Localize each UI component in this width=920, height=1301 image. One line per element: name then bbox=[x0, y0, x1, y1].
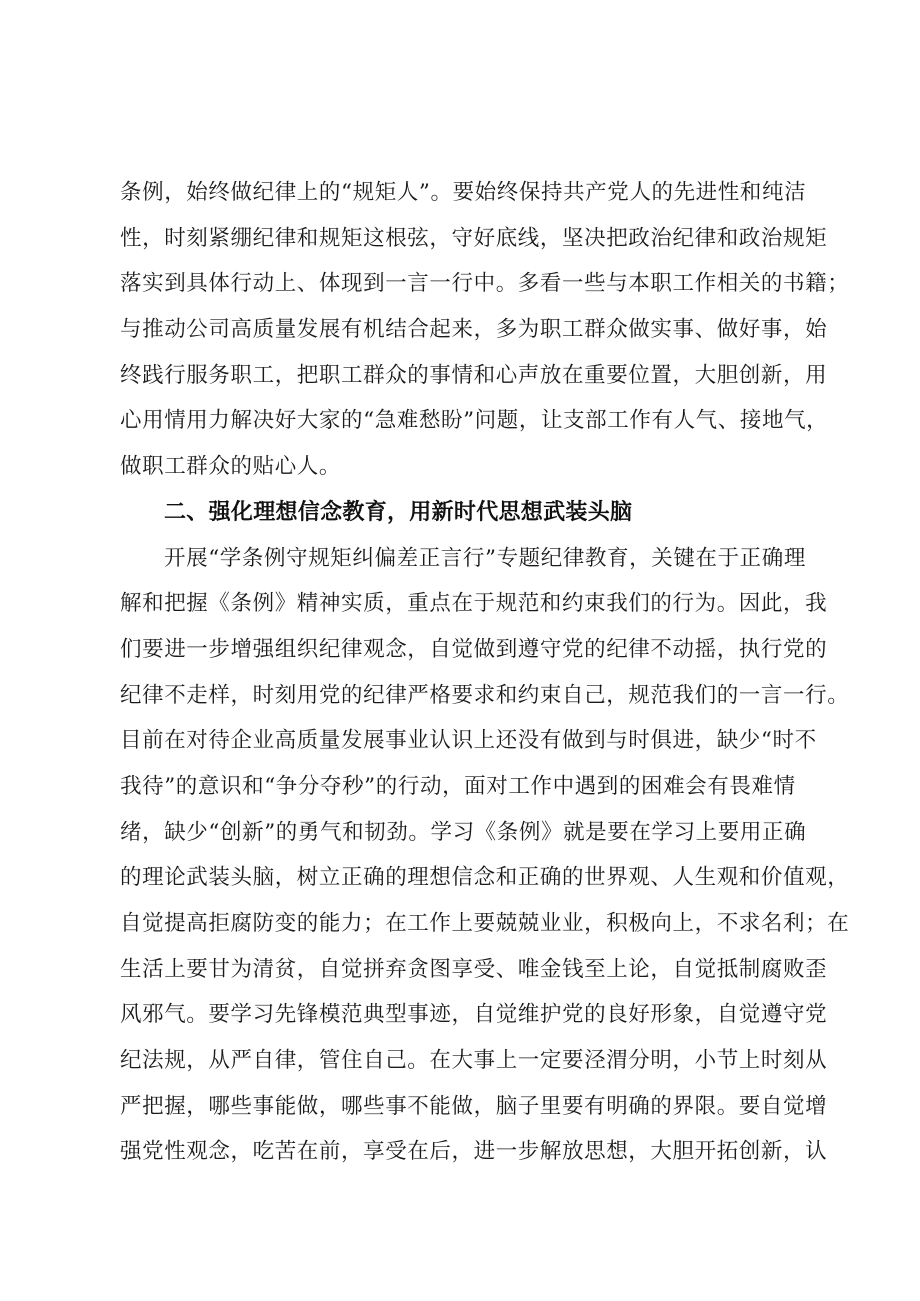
text-line: 纪律不走样，时刻用党的纪律严格要求和约束自己，规范我们的一言一行。 bbox=[120, 682, 850, 708]
text-line: 落实到具体行动上、体现到一言一行中。多看一些与本职工作相关的书籍； bbox=[120, 271, 850, 297]
text-line: 心用情用力解决好大家的“急难愁盼”问题，让支部工作有人气、接地气， bbox=[120, 408, 829, 434]
paragraph-continued bbox=[120, 170, 850, 490]
text-line: 解和把握《条例》精神实质，重点在于规范和约束我们的行为。因此，我 bbox=[120, 591, 828, 617]
text-line: 风邪气。要学习先锋模范典型事迹，自觉维护党的良好形象，自觉遵守党 bbox=[120, 1002, 828, 1028]
text-line: 做职工群众的贴心人。 bbox=[120, 454, 342, 480]
document-body bbox=[120, 170, 850, 1175]
section-heading: 二、强化理想信念教育，用新时代思想武装头脑 bbox=[164, 499, 633, 525]
text-line: 生活上要甘为清贫，自觉拼弃贪图享受、唯金钱至上论，自觉抵制腐败歪 bbox=[120, 956, 828, 982]
text-line: 纪法规，从严自律，管住自己。在大事上一定要泾渭分明，小节上时刻从 bbox=[120, 1048, 828, 1074]
text-line: 目前在对待企业高质量发展事业认识上还没有做到与时俱进，缺少“时不 bbox=[120, 728, 817, 754]
text-line: 条例，始终做纪律上的“规矩人”。要始终保持共产党人的先进性和纯洁 bbox=[120, 180, 807, 205]
text-line: 们要进一步增强组织纪律观念，自觉做到遵守党的纪律不动摇，执行党的 bbox=[120, 636, 828, 662]
paragraph-section-2 bbox=[120, 536, 850, 1176]
text-line: 终践行服务职工，把职工群众的事情和心声放在重要位置，大胆创新，用 bbox=[120, 362, 828, 388]
text-line: 强党性观念，吃苦在前，享受在后，进一步解放思想，大胆开拓创新，认 bbox=[120, 1139, 828, 1165]
text-line: 开展“学条例守规矩纠偏差正言行”专题纪律教育，关键在于正确理 bbox=[164, 545, 806, 571]
text-line: 的理论武装头脑，树立正确的理想信念和正确的世界观、人生观和价值观， bbox=[120, 865, 850, 891]
text-line: 严把握，哪些事能做，哪些事不能做，脑子里要有明确的界限。要自觉增 bbox=[120, 1093, 828, 1119]
text-line: 我待”的意识和“争分夺秒”的行动，面对工作中遇到的困难会有畏难情 bbox=[120, 773, 796, 799]
text-line: 性，时刻紧绷纪律和规矩这根弦，守好底线，坚决把政治纪律和政治规矩 bbox=[120, 225, 828, 251]
text-line: 与推动公司高质量发展有机结合起来，多为职工群众做实事、做好事，始 bbox=[120, 317, 828, 343]
text-line: 自觉提高拒腐防变的能力；在工作上要兢兢业业，积极向上，不求名利；在 bbox=[120, 911, 850, 936]
text-line: 绪，缺少“创新”的勇气和韧劲。学习《条例》就是要在学习上要用正确 bbox=[120, 819, 807, 845]
